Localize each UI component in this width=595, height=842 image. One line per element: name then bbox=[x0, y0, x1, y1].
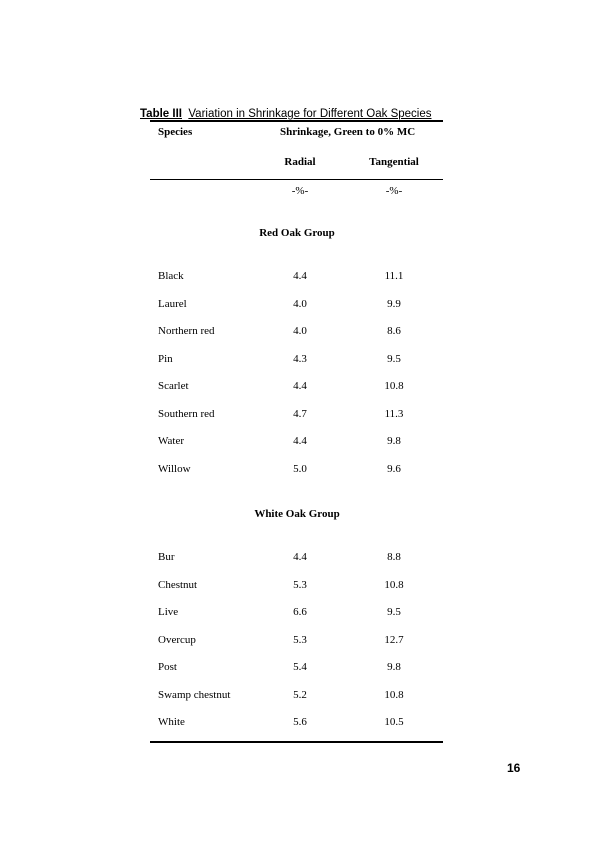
table-row bbox=[0, 634, 595, 648]
table-title: Variation in Shrinkage for Different Oak Species bbox=[188, 108, 432, 120]
cell-radial: 4.4 bbox=[293, 435, 307, 447]
cell-radial: 5.6 bbox=[293, 716, 307, 728]
table-row bbox=[0, 380, 595, 394]
tangential-unit: -%- bbox=[385, 185, 403, 197]
column-header-tangential: Tangential bbox=[369, 156, 419, 168]
cell-species: Overcup bbox=[158, 634, 196, 646]
cell-species: Chestnut bbox=[158, 579, 198, 591]
cell-species: Live bbox=[158, 606, 179, 618]
cell-tangential: 9.8 bbox=[387, 661, 401, 673]
cell-radial: 4.4 bbox=[293, 551, 307, 563]
cell-tangential: 9.5 bbox=[387, 606, 401, 618]
cell-tangential: 11.1 bbox=[384, 270, 404, 282]
table-row bbox=[0, 463, 595, 477]
table-row bbox=[0, 551, 595, 565]
table-row bbox=[0, 606, 595, 620]
cell-radial: 4.4 bbox=[293, 380, 307, 392]
cell-species: Post bbox=[158, 661, 177, 673]
cell-species: Pin bbox=[158, 353, 173, 365]
cell-species: Black bbox=[158, 270, 184, 282]
cell-radial: 4.0 bbox=[293, 325, 307, 337]
cell-tangential: 8.8 bbox=[387, 551, 401, 563]
column-header-shrinkage: Shrinkage, Green to 0% MC bbox=[280, 126, 416, 138]
cell-radial: 6.6 bbox=[293, 606, 307, 618]
cell-tangential: 9.6 bbox=[387, 463, 401, 475]
cell-tangential: 11.3 bbox=[384, 408, 404, 420]
cell-tangential: 10.8 bbox=[384, 689, 404, 701]
table-row bbox=[0, 353, 595, 367]
cell-species: Water bbox=[158, 435, 184, 447]
table-row bbox=[0, 325, 595, 339]
group-title-red-oak: Red Oak Group bbox=[259, 227, 335, 239]
cell-radial: 5.0 bbox=[293, 463, 307, 475]
header-rule bbox=[150, 179, 443, 180]
cell-species: Willow bbox=[158, 463, 191, 475]
cell-tangential: 10.5 bbox=[384, 716, 404, 728]
cell-tangential: 8.6 bbox=[387, 325, 401, 337]
cell-species: Laurel bbox=[158, 298, 187, 310]
column-header-species: Species bbox=[158, 126, 193, 138]
cell-species: White bbox=[158, 716, 185, 728]
cell-radial: 5.3 bbox=[293, 579, 307, 591]
cell-radial: 4.0 bbox=[293, 298, 307, 310]
cell-tangential: 10.8 bbox=[384, 579, 404, 591]
cell-tangential: 10.8 bbox=[384, 380, 404, 392]
cell-radial: 5.4 bbox=[293, 661, 307, 673]
cell-species: Northern red bbox=[158, 325, 215, 337]
cell-radial: 4.3 bbox=[293, 353, 307, 365]
cell-radial: 5.3 bbox=[293, 634, 307, 646]
group-title-white-oak: White Oak Group bbox=[254, 508, 340, 520]
cell-tangential: 9.5 bbox=[387, 353, 401, 365]
table-row bbox=[0, 661, 595, 675]
cell-radial: 4.4 bbox=[293, 270, 307, 282]
cell-radial: 4.7 bbox=[293, 408, 307, 420]
table-row bbox=[0, 270, 595, 284]
cell-tangential: 9.9 bbox=[387, 298, 401, 310]
table-row bbox=[0, 298, 595, 312]
table-bottom-rule bbox=[150, 741, 443, 743]
cell-species: Bur bbox=[158, 551, 175, 563]
cell-tangential: 9.8 bbox=[387, 435, 401, 447]
page-number: 16 bbox=[507, 761, 521, 775]
table-row bbox=[0, 408, 595, 422]
cell-radial: 5.2 bbox=[293, 689, 307, 701]
table-row bbox=[0, 435, 595, 449]
table-row bbox=[0, 689, 595, 703]
cell-species: Southern red bbox=[158, 408, 215, 420]
radial-unit: -%- bbox=[291, 185, 309, 197]
caption-rule bbox=[150, 120, 443, 122]
cell-tangential: 12.7 bbox=[384, 634, 404, 646]
table-row bbox=[0, 579, 595, 593]
cell-species: Scarlet bbox=[158, 380, 189, 392]
table-row bbox=[0, 716, 595, 730]
table-number: Table III bbox=[140, 108, 182, 120]
column-header-radial: Radial bbox=[284, 156, 316, 168]
cell-species: Swamp chestnut bbox=[158, 689, 231, 701]
